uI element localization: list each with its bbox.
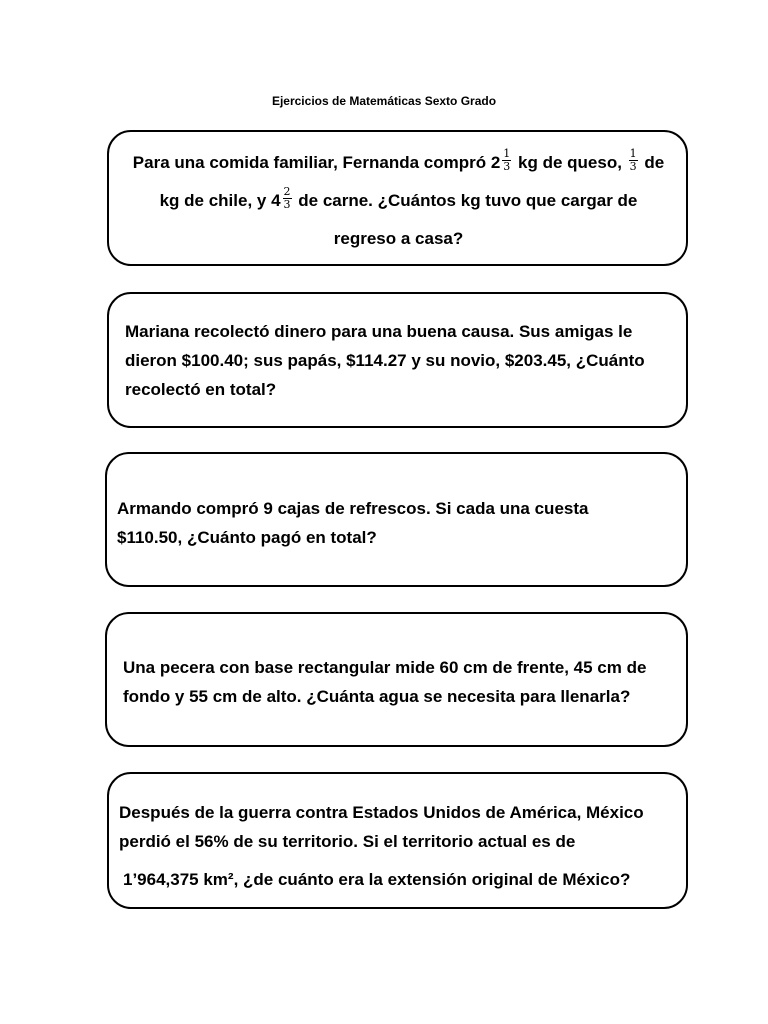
- fraction-denominator: 3: [503, 160, 511, 174]
- problem-4-line-2: fondo y 55 cm de alto. ¿Cuánta agua se necesita para llenarla?: [123, 687, 631, 706]
- problem-2-line-2: dieron $100.40; sus papás, $114.27 y su novio, $203.45, ¿Cuánto: [125, 351, 645, 370]
- page-title: Ejercicios de Matemáticas Sexto Grado: [271, 94, 497, 108]
- fraction-denominator: 3: [283, 198, 291, 212]
- fraction-numerator: 1: [629, 147, 637, 161]
- problem-3-line-1: Armando compró 9 cajas de refrescos. Si cada una cuesta: [117, 499, 589, 518]
- problem-4-line-1: Una pecera con base rectangular mide 60 cm de frente, 45 cm de: [123, 658, 647, 677]
- fraction-one-third-a: [502, 148, 511, 173]
- problem-3-line-2: $110.50, ¿Cuánto pagó en total?: [117, 528, 377, 547]
- problem-1-text-c: de: [639, 153, 665, 172]
- problem-5-line-2: perdió el 56% de su territorio. Si el territorio actual es de: [119, 832, 576, 851]
- fraction-one-third-b: [629, 148, 638, 173]
- problem-1-line-3: regreso a casa?: [333, 229, 464, 248]
- problem-1-text-e: de carne. ¿Cuántos kg tuvo que cargar de: [293, 191, 638, 210]
- problem-box-4: [105, 612, 688, 747]
- problem-box-3: [105, 452, 688, 587]
- fraction-denominator: 3: [629, 160, 637, 174]
- problem-5-line-1: Después de la guerra contra Estados Unidos de América, México: [119, 803, 644, 822]
- problem-box-1: [107, 130, 688, 266]
- problem-1-text-d: kg de chile, y 4: [159, 191, 281, 210]
- problem-2-line-3: recolectó en total?: [125, 380, 277, 399]
- problem-1-line-2: [119, 182, 678, 220]
- fraction-numerator: 2: [283, 185, 291, 199]
- problem-1-text-b: kg de queso,: [513, 153, 627, 172]
- problem-1-line-1: [119, 144, 678, 182]
- fraction-numerator: 1: [503, 147, 511, 161]
- problem-box-2: [107, 292, 688, 428]
- problem-1-text-a: Para una comida familiar, Fernanda compró 2: [132, 153, 501, 172]
- fraction-two-thirds: [283, 186, 292, 211]
- problem-5-line-3: 1’964,375 km², ¿de cuánto era la extensión original de México?: [123, 870, 631, 889]
- problem-2-line-1: Mariana recolectó dinero para una buena causa. Sus amigas le: [125, 322, 633, 341]
- problem-box-5: [107, 772, 688, 909]
